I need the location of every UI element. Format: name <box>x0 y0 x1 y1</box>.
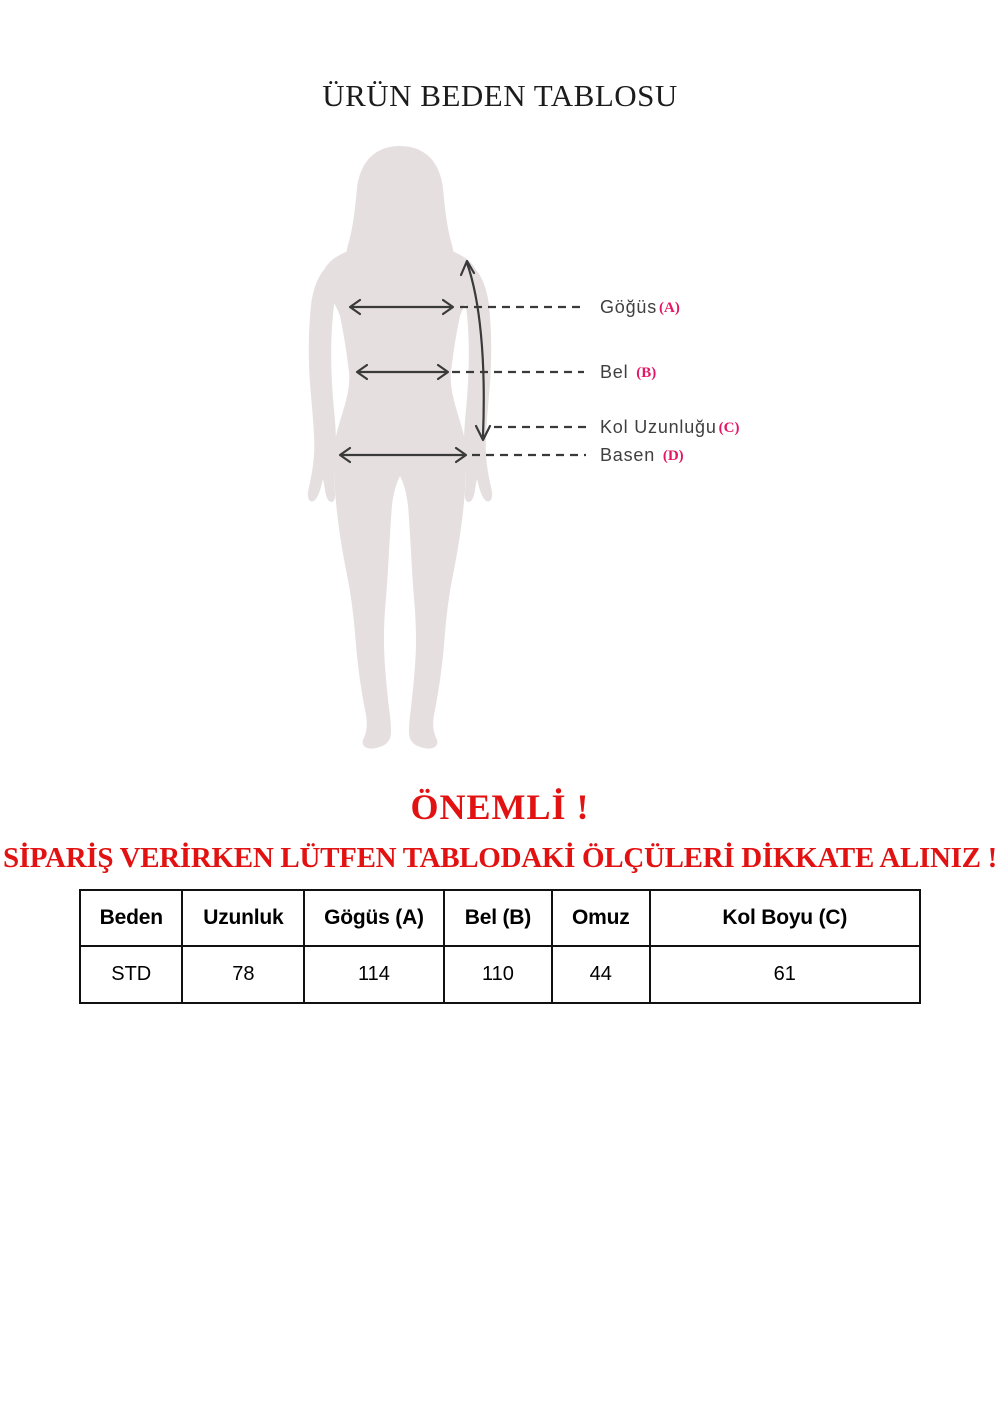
hip-label <box>600 444 684 466</box>
header-uzunluk: Uzunluk <box>182 890 304 946</box>
cell-omuz: 44 <box>552 946 649 1003</box>
hip-code: (D) <box>662 448 684 464</box>
waist-label <box>600 361 656 383</box>
chest-code: (A) <box>659 300 680 316</box>
header-omuz: Omuz <box>552 890 649 946</box>
page-title: ÜRÜN BEDEN TABLOSU <box>322 78 678 113</box>
cell-gogus: 114 <box>304 946 443 1003</box>
arm-length-code: (C) <box>718 420 740 436</box>
header-beden: Beden <box>80 890 182 946</box>
body-measurement-diagram <box>280 140 620 760</box>
waist-code: (B) <box>636 365 657 381</box>
size-table-header-row <box>80 890 920 946</box>
header-gogus: Gögüs (A) <box>304 890 443 946</box>
arm-length-label <box>600 416 740 438</box>
silhouette-torso-legs <box>320 242 480 749</box>
header-bel: Bel (B) <box>444 890 552 946</box>
waist-label-text: Bel <box>600 362 635 382</box>
header-kol-boyu: Kol Boyu (C) <box>650 890 921 946</box>
female-silhouette <box>308 146 492 749</box>
chest-label-text: Göğüs <box>600 297 658 317</box>
arm-length-label-text: Kol Uzunluğu <box>600 417 717 437</box>
size-table-row-std <box>80 946 920 1003</box>
cell-beden: STD <box>80 946 182 1003</box>
warning-text: SİPARİŞ VERİRKEN LÜTFEN TABLODAKİ ÖLÇÜLERİ DİKKATE ALINIZ ! <box>2 842 998 874</box>
hip-label-text: Basen <box>600 445 661 465</box>
cell-kol-boyu: 61 <box>650 946 921 1003</box>
chest-label <box>600 296 680 318</box>
size-table <box>79 889 921 1004</box>
important-heading: ÖNEMLİ ! <box>410 787 590 827</box>
cell-uzunluk: 78 <box>182 946 304 1003</box>
cell-bel: 110 <box>444 946 552 1003</box>
